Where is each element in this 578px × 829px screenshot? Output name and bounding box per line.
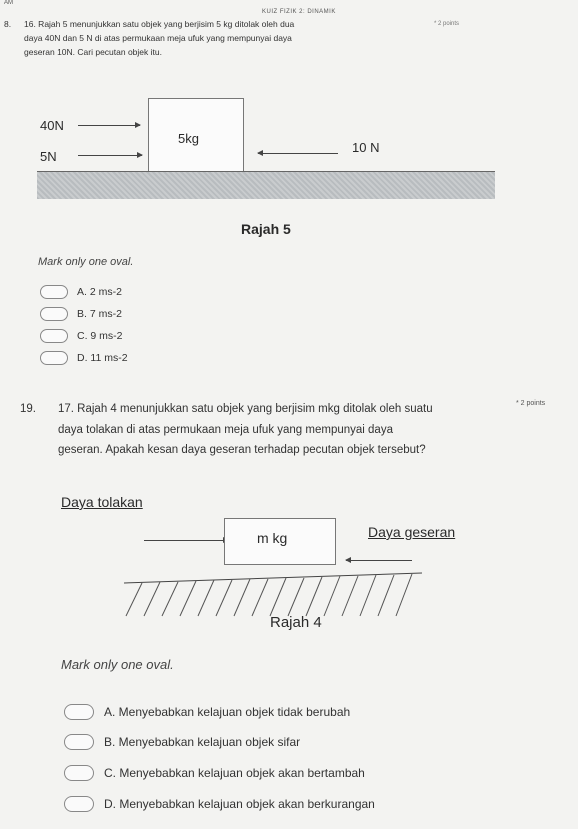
option-d[interactable] bbox=[64, 796, 375, 812]
question-text-line: geseran. Apakah kesan daya geseran terhadap pecutan objek tersebut? bbox=[58, 444, 426, 456]
figure-caption: Rajah 5 bbox=[241, 221, 291, 237]
question-text-line: daya 40N dan 5 N di atas permukaan meja ufuk yang mempunyai daya bbox=[24, 33, 292, 43]
option-label: B. 7 ms-2 bbox=[77, 308, 122, 320]
force-label-5n: 5N bbox=[40, 149, 57, 164]
option-a[interactable] bbox=[64, 704, 350, 720]
instruction-text: Mark only one oval. bbox=[61, 657, 174, 672]
option-label: A. Menyebabkan kelajuan objek tidak berubah bbox=[104, 705, 351, 719]
question-text-line: 17. Rajah 4 menunjukkan satu objek yang berjisim mkg ditolak oleh suatu bbox=[58, 403, 433, 415]
mass-label: m kg bbox=[257, 530, 288, 546]
quiz-header: KUIZ FIZIK 2: DINAMIK bbox=[262, 9, 336, 15]
points-label: * 2 points bbox=[434, 21, 460, 27]
radio-oval[interactable] bbox=[64, 734, 94, 750]
question-number: 19. bbox=[20, 403, 36, 415]
option-label: A. 2 ms-2 bbox=[77, 286, 122, 298]
force-arrow-40n bbox=[78, 125, 140, 126]
option-d[interactable] bbox=[40, 351, 128, 365]
instruction-text: Mark only one oval. bbox=[38, 256, 134, 268]
option-a[interactable] bbox=[40, 285, 122, 299]
option-c[interactable] bbox=[64, 765, 365, 781]
option-label: C. 9 ms-2 bbox=[77, 330, 123, 342]
radio-oval[interactable] bbox=[64, 796, 94, 812]
option-c[interactable] bbox=[40, 329, 123, 343]
time-indicator: AM bbox=[4, 0, 13, 6]
question-number: 8. bbox=[4, 19, 12, 29]
push-arrow bbox=[144, 540, 228, 541]
mass-label: 5kg bbox=[178, 131, 199, 146]
option-b[interactable] bbox=[40, 307, 122, 321]
radio-oval[interactable] bbox=[64, 704, 94, 720]
option-b[interactable] bbox=[64, 734, 300, 750]
radio-oval[interactable] bbox=[40, 307, 68, 321]
points-label: * 2 points bbox=[516, 400, 546, 407]
radio-oval[interactable] bbox=[64, 765, 94, 781]
table-surface bbox=[37, 172, 495, 199]
option-label: D. 11 ms-2 bbox=[77, 352, 128, 364]
force-arrow-5n bbox=[78, 155, 142, 156]
friction-label: 10 N bbox=[352, 140, 380, 155]
question-text-line: 16. Rajah 5 menunjukkan satu objek yang berjisim 5 kg ditolak oleh dua bbox=[24, 19, 295, 29]
friction-arrow bbox=[346, 560, 412, 561]
friction-arrow bbox=[258, 153, 338, 154]
radio-oval[interactable] bbox=[40, 329, 68, 343]
option-label: C. Menyebabkan kelajuan objek akan bertambah bbox=[104, 766, 365, 780]
force-label-40n: 40N bbox=[40, 118, 64, 133]
radio-oval[interactable] bbox=[40, 285, 68, 299]
friction-force-label: Daya geseran bbox=[368, 524, 456, 540]
figure-caption: Rajah 4 bbox=[270, 614, 322, 631]
question-text-line: geseran 10N. Cari pecutan objek itu. bbox=[24, 47, 162, 57]
option-label: B. Menyebabkan kelajuan objek sifar bbox=[104, 735, 301, 749]
radio-oval[interactable] bbox=[40, 351, 68, 365]
question-text-line: daya tolakan di atas permukaan meja ufuk yang mempunyai daya bbox=[58, 424, 393, 436]
option-label: D. Menyebabkan kelajuan objek akan berkurangan bbox=[104, 797, 375, 811]
push-force-label: Daya tolakan bbox=[61, 494, 143, 510]
